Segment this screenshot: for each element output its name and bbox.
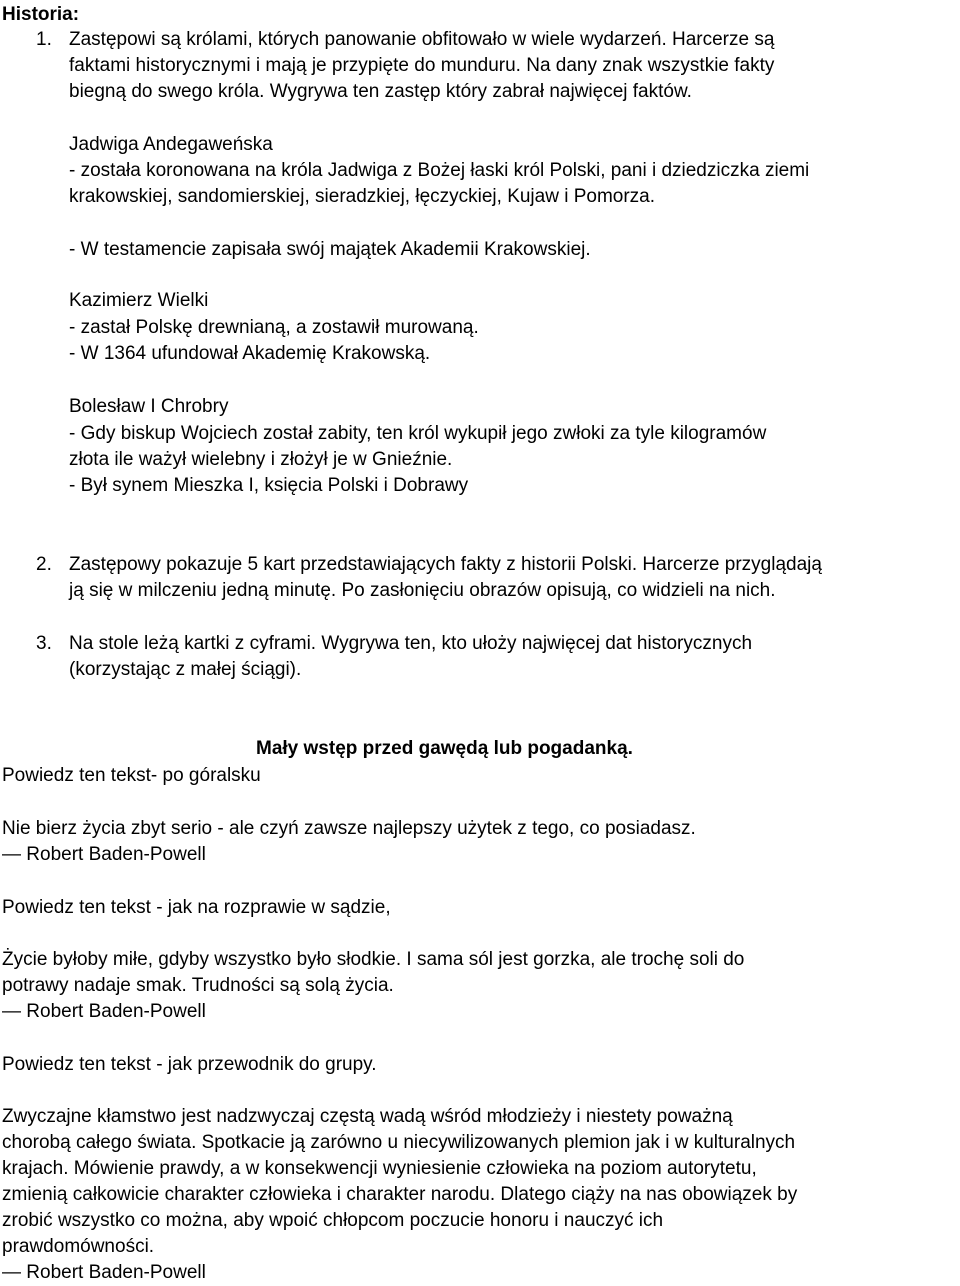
section-title: Mały wstęp przed gawędą lub pogadanką.	[256, 738, 633, 759]
item1-line-1: Zastępowi są królami, których panowanie obfitowało w wiele wydarzeń. Harcerze są	[69, 29, 775, 50]
quote-line: zmienią całkowicie charakter człowieka i charakter narodu. Dlatego ciąży na nas obowiązek by	[2, 1184, 798, 1205]
quote-author: ― Robert Baden-Powell	[2, 1001, 206, 1022]
list-number-2: 2.	[36, 554, 52, 575]
king-fact: krakowskiej, sandomierskiej, sieradzkiej, łęczyckiej, Kujaw i Pomorza.	[69, 186, 656, 207]
quote-author: ― Robert Baden-Powell	[2, 844, 206, 865]
king-fact: - Był synem Mieszka I, księcia Polski i Dobrawy	[69, 475, 469, 496]
quote-line: krajach. Mówienie prawdy, a w konsekwencji wyniesienie człowieka na poziom autorytetu,	[2, 1158, 757, 1179]
quote-line: Zwyczajne kłamstwo jest nadzwyczaj częstą wadą wśród młodzieży i niestety poważną	[2, 1106, 733, 1127]
item3-line-1: Na stole leżą kartki z cyframi. Wygrywa ten, kto ułoży najwięcej dat historycznych	[69, 633, 753, 654]
list-number-1: 1.	[36, 29, 52, 50]
item3-line-2: (korzystając z małej ściągi).	[69, 659, 302, 680]
king-name-jadwiga: Jadwiga Andegaweńska	[69, 134, 273, 155]
exercise-instruction: Powiedz ten tekst - jak przewodnik do grupy.	[2, 1054, 377, 1075]
list-number-3: 3.	[36, 633, 52, 654]
quote-line: prawdomówności.	[2, 1236, 155, 1257]
exercise-instruction: Powiedz ten tekst - jak na rozprawie w sądzie,	[2, 897, 391, 918]
quote-line: zrobić wszystko co można, aby wpoić chłopcom poczucie honoru i nauczyć ich	[2, 1210, 664, 1231]
king-fact: - zastał Polskę drewnianą, a zostawił murowaną.	[69, 317, 479, 338]
quote-line: chorobą całego świata. Spotkacie ją zarówno u niecywilizowanych plemion jak i w kulturalnych	[2, 1132, 796, 1153]
king-name-kazimierz: Kazimierz Wielki	[69, 290, 209, 311]
king-name-boleslaw: Bolesław I Chrobry	[69, 396, 229, 417]
page-heading: Historia:	[2, 4, 80, 25]
quote-line: Nie bierz życia zbyt serio - ale czyń zawsze najlepszy użytek z tego, co posiadasz.	[2, 818, 696, 839]
king-fact: złota ile ważył wielebny i złożył je w Gnieźnie.	[69, 449, 453, 470]
king-fact: - W 1364 ufundował Akademię Krakowską.	[69, 343, 431, 364]
king-fact: - została koronowana na króla Jadwiga z Bożej łaski król Polski, pani i dziedziczka ziemi	[69, 160, 810, 181]
quote-line: Życie byłoby miłe, gdyby wszystko było słodkie. I sama sól jest gorzka, ale trochę soli do	[2, 949, 745, 970]
king-fact: - W testamencie zapisała swój majątek Akademii Krakowskiej.	[69, 239, 591, 260]
item1-line-3: biegną do swego króla. Wygrywa ten zastęp który zabrał najwięcej faktów.	[69, 81, 692, 102]
item2-line-1: Zastępowy pokazuje 5 kart przedstawiających fakty z historii Polski. Harcerze przyglądają	[69, 554, 822, 575]
item1-line-2: faktami historycznymi i mają je przypięte do munduru. Na dany znak wszystkie fakty	[69, 55, 775, 76]
item2-line-2: ją się w milczeniu jedną minutę. Po zasłonięciu obrazów opisują, co widzieli na nich.	[69, 580, 776, 601]
quote-line: potrawy nadaje smak. Trudności są solą życia.	[2, 975, 394, 996]
quote-author: ― Robert Baden-Powell	[2, 1262, 206, 1283]
king-fact: - Gdy biskup Wojciech został zabity, ten król wykupił jego zwłoki za tyle kilogramów	[69, 423, 767, 444]
exercise-instruction: Powiedz ten tekst- po góralsku	[2, 765, 261, 786]
